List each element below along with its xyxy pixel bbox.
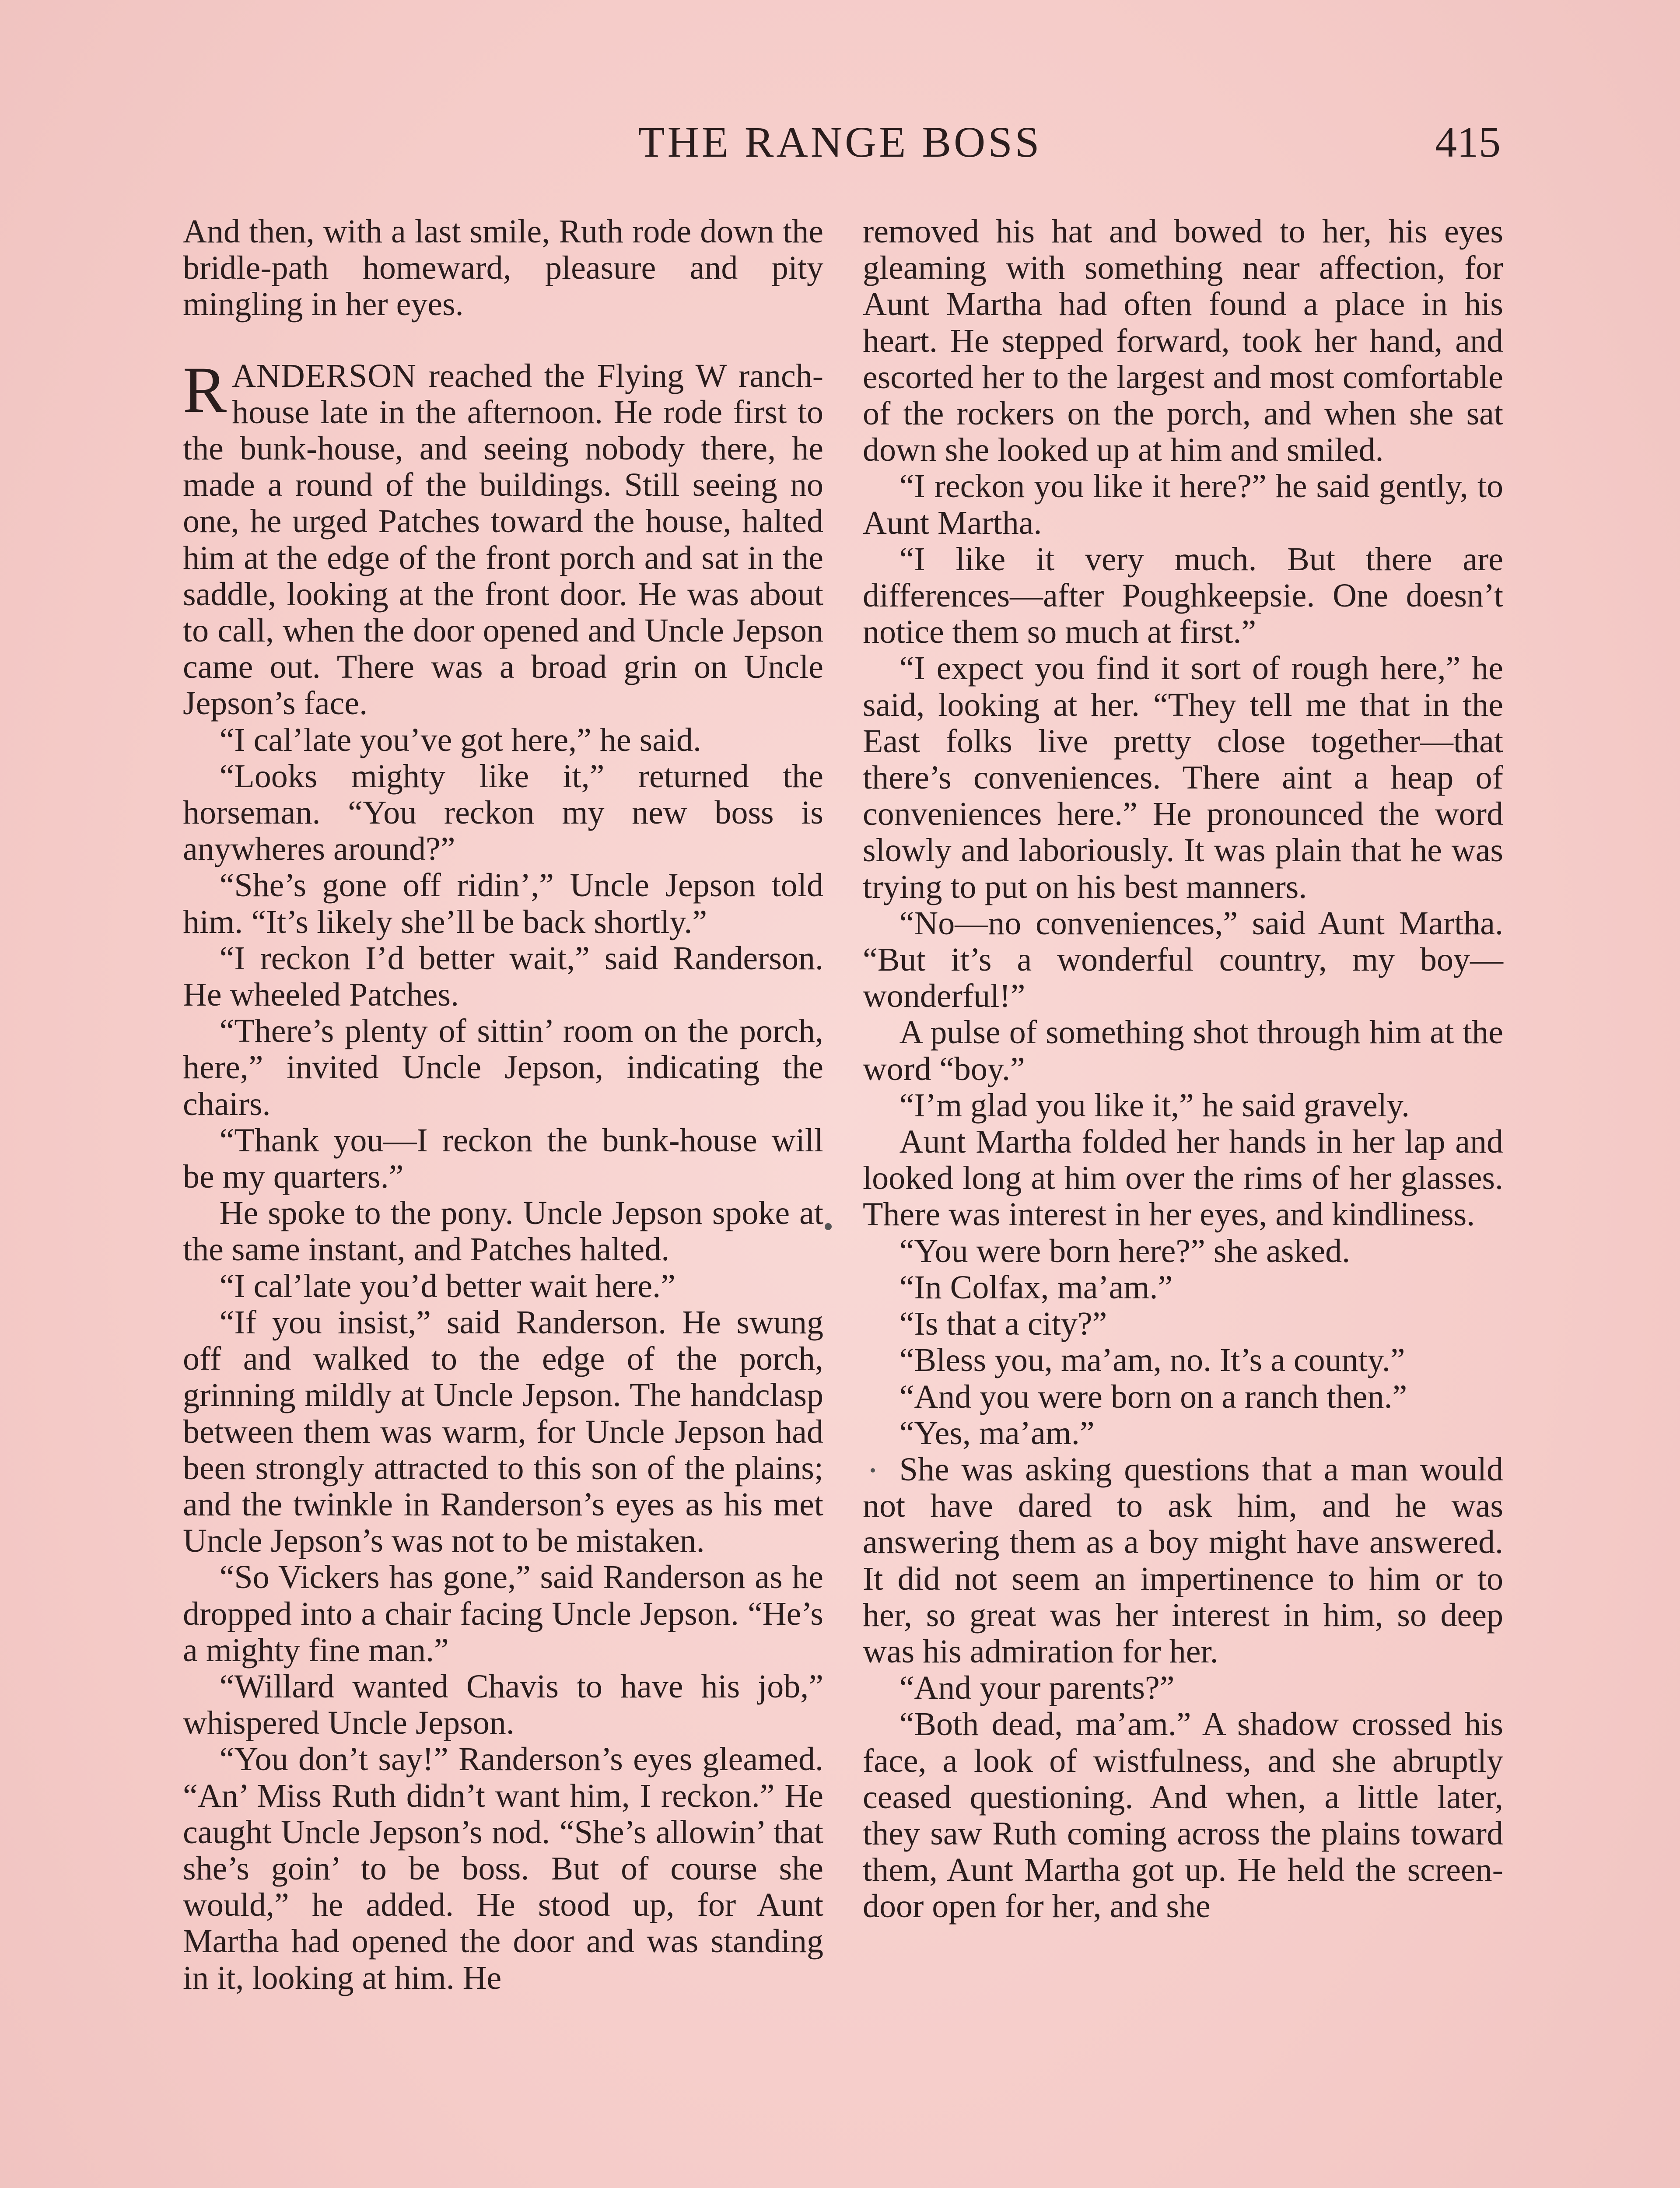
drop-cap: R [183,353,227,426]
paragraph: “Thank you—I reckon the bunk-house will be my quarters.” [183,1122,823,1196]
paragraph: “Both dead, ma’am.” A shadow crossed his face, a look of wistfulness, and she abruptly ceased questioning. And when, a little later, they saw Ruth coming across the plains toward them, Aunt Martha got up. He held the screen-door open for her, and she [863,1706,1503,1925]
paragraph: “I’m glad you like it,” he said gravely. [899,1087,1410,1124]
continuation-paragraph: removed his hat and bowed to her, his eyes gleaming with something near affection, for Aunt Martha had often found a place in his heart. He stepped forward, took her hand, and escorted her to the largest and most comfortable of the rockers on the porch, and when she sat down she looked up at him and smiled. [863,213,1503,469]
paragraph: She was asking questions that a man would not have dared to ask him, and he was answering them as a boy might have answered. It did not seem an impertinence to him or to her, so great was her interest in him, so deep was his admiration for her. [863,1451,1503,1670]
paragraph: “I cal’late you’d better wait here.” [219,1267,676,1304]
running-title: THE RANGE BOSS [638,118,1042,166]
paragraph: “Looks mighty like it,” returned the horseman. “You reckon my new boss is anywheres around?” [183,757,823,868]
paragraph: “She’s gone off ridin’,” Uncle Jepson told him. “It’s likely she’ll be back shortly.” [183,867,823,940]
paragraph: “In Colfax, ma’am.” [899,1269,1173,1306]
paragraph: Aunt Martha folded her hands in her lap and looked long at him over the rims of her glasses. There was interest in her eyes, and kindliness. [863,1123,1503,1233]
paragraph: “I reckon you like it here?” he said gently, to Aunt Martha. [863,468,1503,541]
right-column [863,214,1503,1925]
print-speck [825,1223,832,1230]
paragraph: “Is that a city?” [899,1305,1107,1343]
paragraph: “You don’t say!” Randerson’s eyes gleamed. “An’ Miss Ruth didn’t want him, I reckon.” He caught Uncle Jepson’s nod. “She’s allowin’ that she’s goin’ to be boss. But of course she would,” he added. He stood up, for Aunt Martha had opened the door and was standing in it, looking at him. He [183,1741,823,1996]
paragraph: “I cal’late you’ve got here,” he said. [219,721,702,758]
paragraph: reached the Flying W ranch-house late in the afternoon. He rode first to the bunk-house, and seeing nobody there, he made a round of the buildings. Still seeing no one, he urged Patches toward the house, halted him at the edge of the front porch and sat in the saddle, looking at the front door. He was about to call, when the door opened and Uncle Jepson came out. There was a broad grin on Uncle Jepson’s face. [183,357,823,722]
section-first-paragraph [183,353,823,722]
paragraph: “Bless you, ma’am, no. It’s a county.” [899,1342,1405,1379]
paragraph: “I like it very much. But there are differences—after Poughkeepsie. One doesn’t notice them so much at first.” [863,540,1503,651]
paragraph: “I expect you find it sort of rough here,” he said, looking at her. “They tell me that in the East folks live pretty close together—that there’s conveniences. There aint a heap of conveniences here.” He pronounced the word slowly and laboriously. It was plain that he was trying to put on his best manners. [863,650,1503,905]
paragraph: “Willard wanted Chavis to have his job,” whispered Uncle Jepson. [183,1668,823,1742]
paragraph: “I reckon I’d better wait,” said Randerson. He wheeled Patches. [183,940,823,1013]
print-speck [871,1468,875,1473]
paragraph: “And your parents?” [899,1669,1175,1707]
paragraph: “So Vickers has gone,” said Randerson as he dropped into a chair facing Uncle Jepson. “He’s a mighty fine man.” [183,1559,823,1669]
section-first-word: ANDERSON [232,357,416,394]
paragraph: A pulse of something shot through him at the word “boy.” [863,1014,1503,1087]
opening-paragraph: And then, with a last smile, Ruth rode down the bridle-path homeward, pleasure and pity mingling in her eyes. [183,213,823,323]
paragraph: He spoke to the pony. Uncle Jepson spoke at the same instant, and Patches halted. [183,1195,823,1268]
paragraph: “And you were born on a ranch then.” [899,1378,1407,1415]
section-break [183,323,823,358]
paragraph: “Yes, ma’am.” [899,1414,1095,1452]
paragraph: “There’s plenty of sittin’ room on the porch, here,” invited Uncle Jepson, indicating the chairs. [183,1013,823,1122]
paragraph: “If you insist,” said Randerson. He swung off and walked to the edge of the porch, grinning mildly at Uncle Jepson. The handclasp between them was warm, for Uncle Jepson had been strongly attracted to this son of the plains; and the twinkle in Randerson’s eyes as his met Uncle Jepson’s was not to be mistaken. [183,1304,823,1560]
paragraph: “No—no conveniences,” said Aunt Martha. “But it’s a wonderful country, my boy—wonderful!” [863,905,1503,1015]
running-header [179,118,1501,166]
paragraph: “You were born here?” she asked. [899,1232,1351,1269]
left-column [183,214,823,1996]
page-number: 415 [1435,118,1501,166]
